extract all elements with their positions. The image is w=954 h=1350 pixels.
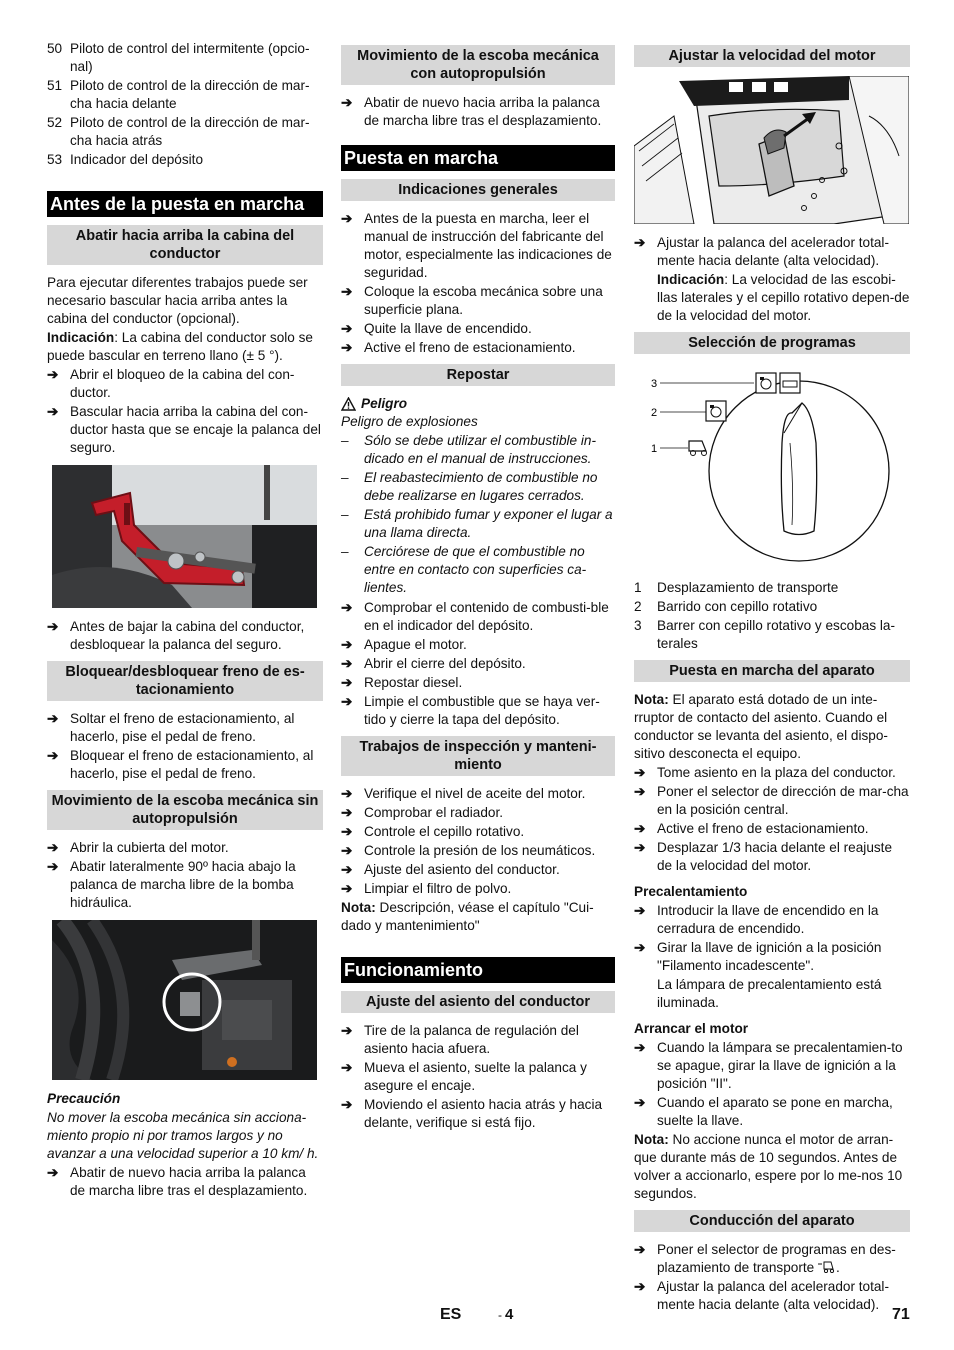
arrancar-note: Nota: No accione nunca el motor de arran-que durante más de 10 segundos. Antes de volver a accionarlo, espere por lo me-nos 10 segundos. xyxy=(634,1132,903,1201)
danger-item: – Está prohibido fumar y exponer el lugar a una llama directa. xyxy=(341,507,613,540)
warning-triangle-icon xyxy=(341,397,356,411)
arrow-icon: ➔ xyxy=(634,235,646,250)
step-item: ➔ Cuando la lámpara se precalentamien-to se apague, girar la llave de ignición a la posición "II". xyxy=(634,1040,903,1091)
local-page-number: - 4 xyxy=(498,1306,514,1323)
step-item: ➔ Tire de la palanca de regulación del asiento hacia afuera. xyxy=(341,1023,579,1056)
step-item: ➔ Controle el cepillo rotativo. xyxy=(341,824,525,839)
danger-subtitle: Peligro de explosiones xyxy=(341,414,478,429)
arrow-icon: ➔ xyxy=(341,694,353,709)
velocidad-note: Indicación: La velocidad de las escobi-llas laterales y el cepillo rotativo depen-de de la velocidad del motor. xyxy=(657,272,910,323)
arrow-icon: ➔ xyxy=(341,1023,353,1038)
step-item: ➔ Poner el selector de dirección de mar-cha en la posición central. xyxy=(634,784,909,817)
caution-text: No mover la escoba mecánica sin acciona-miento propio ni por tramos largos y no avanzar a una velocidad superior a 10 km/ h. xyxy=(47,1110,319,1161)
dial-label-1: 1 xyxy=(651,443,658,455)
section-heading-antes: Antes de la puesta en marcha xyxy=(47,191,323,217)
subsection-heading-asiento: Ajuste del asiento del conductor xyxy=(341,991,615,1013)
selector-knob xyxy=(781,403,816,535)
cabin-lock-photo xyxy=(52,465,317,608)
list-item: 51 Piloto de control de la dirección de mar-cha hacia delante xyxy=(47,78,310,111)
arrow-icon: ➔ xyxy=(634,903,646,918)
step-item: ➔ Controle la presión de los neumáticos. xyxy=(341,843,596,858)
transport-mode-icon xyxy=(689,441,707,456)
hydraulic-pump-photo xyxy=(52,920,317,1080)
arrow-icon: ➔ xyxy=(341,824,353,839)
step-item: ➔ Abrir la cubierta del motor. xyxy=(47,840,229,855)
arrow-icon: ➔ xyxy=(47,859,59,874)
step-item: ➔ Apague el motor. xyxy=(341,637,467,652)
step-item: ➔ Verifique el nivel de aceite del motor. xyxy=(341,786,586,801)
arrow-icon: ➔ xyxy=(634,821,646,836)
step-item: ➔ Comprobar el radiador. xyxy=(341,805,504,820)
step-item: ➔ Active el freno de estacionamiento. xyxy=(341,340,576,355)
arrow-icon: ➔ xyxy=(341,786,353,801)
precal-result: La lámpara de precalentamiento está iluminada. xyxy=(657,977,882,1010)
arrow-icon: ➔ xyxy=(634,784,646,799)
step-item: ➔ Introducir la llave de encendido en la cerradura de encendido. xyxy=(634,903,879,936)
step-item: ➔ Moviendo el asiento hacia atrás y hacia delante, verifique si está fijo. xyxy=(341,1097,603,1130)
list-item: 2 Barrido con cepillo rotativo xyxy=(634,599,818,614)
program-selector-diagram xyxy=(634,363,910,575)
arrow-icon: ➔ xyxy=(341,881,353,896)
list-item: 53 Indicador del depósito xyxy=(47,152,204,167)
heading-precalentamiento: Precalentamiento xyxy=(634,884,748,899)
arrow-icon: ➔ xyxy=(47,619,59,634)
step-item: ➔ Abatir lateralmente 90º hacia abajo la palanca de marcha libre de la bomba hidráulica. xyxy=(47,859,296,910)
step-item: ➔ Cuando el aparato se pone en marcha, suelte la llave. xyxy=(634,1095,893,1128)
heading-arrancar: Arrancar el motor xyxy=(634,1021,749,1036)
step-item: ➔ Girar la llave de ignición a la posición "Filamento incadescente". xyxy=(634,940,882,973)
dial-label-2: 2 xyxy=(651,407,658,419)
subsection-heading-repostar: Repostar xyxy=(341,364,615,386)
arrow-icon: ➔ xyxy=(341,1060,353,1075)
arrow-icon: ➔ xyxy=(341,600,353,615)
arrow-icon: ➔ xyxy=(341,675,353,690)
subsection-heading-con-autopropulsion: Movimiento de la escoba mecánica con autopropulsión xyxy=(341,45,615,85)
program-list xyxy=(634,579,910,653)
subsection-heading-programas: Selección de programas xyxy=(634,332,910,354)
step-item: ➔ Ajustar la palanca del acelerador total-mente hacia delante (alta velocidad). xyxy=(634,1279,889,1312)
danger-item: – El reabastecimiento de combustible no debe realizarse en lugares cerrados. xyxy=(341,470,598,503)
section-heading-puesta: Puesta en marcha xyxy=(341,145,615,171)
indicator-list xyxy=(47,40,323,169)
list-item: 50 Piloto de control del intermitente (opcio-nal) xyxy=(47,41,310,74)
arrow-icon: ➔ xyxy=(341,340,353,355)
section-heading-funcionamiento: Funcionamiento xyxy=(341,957,615,983)
danger-item: – Cerciórese de que el combustible no entre en contacto con superficies ca-lientes. xyxy=(341,544,587,595)
arrow-icon: ➔ xyxy=(341,805,353,820)
arrow-icon: ➔ xyxy=(634,1242,646,1257)
step-item: ➔ Abrir el cierre del depósito. xyxy=(341,656,526,671)
step-item: ➔ Quite la llave de encendido. xyxy=(341,321,532,336)
aparato-note: Nota: El aparato está dotado de un inte-rruptor de contacto del asiento. Cuando el conductor se levanta del asiento, el dispo-sitivo desconecta el equipo. xyxy=(634,692,888,761)
arrow-icon: ➔ xyxy=(634,1095,646,1110)
arrow-icon: ➔ xyxy=(341,862,353,877)
step-item: ➔ Coloque la escoba mecánica sobre una superficie plana. xyxy=(341,284,603,317)
step-item: ➔ Limpiar el filtro de polvo. xyxy=(341,881,512,896)
subsection-heading-freno: Bloquear/desbloquear freno de es-tacionamiento xyxy=(47,661,323,701)
step-item: ➔ Ajustar la palanca del acelerador total-mente hacia delante (alta velocidad). xyxy=(634,235,889,268)
step-item: ➔ Limpie el combustible que se haya ver-tido y cierre la tapa del depósito. xyxy=(341,694,600,727)
arrow-icon: ➔ xyxy=(634,940,646,955)
step-item: ➔ Bascular hacia arriba la cabina del con-ductor hasta que se encaje la palanca del seguro. xyxy=(47,404,321,455)
arrow-icon: ➔ xyxy=(341,211,353,226)
page-number: 71 xyxy=(892,1306,910,1323)
abatir-note: Indicación: La cabina del conductor solo se puede bascular en terreno llano (± 5 °). xyxy=(47,330,313,363)
subsection-heading-puesta-aparato: Puesta en marcha del aparato xyxy=(634,660,910,682)
abatir-paragraph: Para ejecutar diferentes trabajos puede ser necesario bascular hacia arriba antes la cabina del conductor (opcional). xyxy=(47,275,308,326)
arrow-icon: ➔ xyxy=(341,95,353,110)
step-item: ➔ Antes de bajar la cabina del conductor, desbloquear la palanca del seguro. xyxy=(47,619,305,652)
arrow-icon: ➔ xyxy=(634,1279,646,1294)
arrow-icon: ➔ xyxy=(47,748,59,763)
step-item: ➔ Mueva el asiento, suelte la palanca y asegure el encaje. xyxy=(341,1060,587,1093)
trabajos-note: Nota: Descripción, véase el capítulo "Cui-dado y mantenimiento" xyxy=(341,900,594,933)
danger-item: – Sólo se debe utilizar el combustible in-dicado en el manual de instrucciones. xyxy=(341,433,596,466)
arrow-icon: ➔ xyxy=(341,1097,353,1112)
column-right xyxy=(634,40,910,1315)
subsection-heading-abatir: Abatir hacia arriba la cabina del conductor xyxy=(47,225,323,265)
rotary-brush-icon xyxy=(706,401,726,421)
arrow-icon: ➔ xyxy=(47,404,59,419)
step-item: ➔ Repostar diesel. xyxy=(341,675,463,690)
arrow-icon: ➔ xyxy=(341,637,353,652)
step-item: ➔ Poner el selector de programas en des-plazamiento de transporte . xyxy=(634,1242,896,1275)
subsection-heading-conduccion: Conducción del aparato xyxy=(634,1210,910,1232)
step-item: ➔ Tome asiento en la plaza del conductor. xyxy=(634,765,896,780)
list-item: 52 Piloto de control de la dirección de mar-cha hacia atrás xyxy=(47,115,310,148)
arrow-icon: ➔ xyxy=(47,711,59,726)
arrow-icon: ➔ xyxy=(341,656,353,671)
step-item: ➔ Abatir de nuevo hacia arriba la palanca de marcha libre tras el desplazamiento. xyxy=(47,1165,308,1198)
step-item: ➔ Ajuste del asiento del conductor. xyxy=(341,862,560,877)
dial-label-3: 3 xyxy=(651,378,658,390)
transport-mode-icon xyxy=(818,1261,836,1273)
subsection-heading-sin-autopropulsion: Movimiento de la escoba mecánica sin autopropulsión xyxy=(47,790,323,830)
step-item: ➔ Abrir el bloqueo de la cabina del con-ductor. xyxy=(47,367,295,400)
page-footer xyxy=(0,1306,954,1330)
arrow-icon: ➔ xyxy=(341,843,353,858)
list-item: 1 Desplazamiento de transporte xyxy=(634,580,839,595)
arrow-icon: ➔ xyxy=(341,321,353,336)
arrow-icon: ➔ xyxy=(634,840,646,855)
language-code: ES xyxy=(440,1306,462,1323)
step-item: ➔ Comprobar el contenido de combusti-ble en el indicador del depósito. xyxy=(341,600,609,633)
subsection-heading-velocidad: Ajustar la velocidad del motor xyxy=(634,45,910,67)
subsection-heading-generales: Indicaciones generales xyxy=(341,179,615,201)
step-item: ➔ Desplazar 1/3 hacia delante el reajuste de la velocidad del motor. xyxy=(634,840,893,873)
step-item: ➔ Abatir de nuevo hacia arriba la palanca de marcha libre tras el desplazamiento. xyxy=(341,95,602,128)
list-item: 3 Barrer con cepillo rotativo y escobas la-terales xyxy=(634,618,895,651)
caution-title: Precaución xyxy=(47,1091,121,1106)
step-item: ➔ Soltar el freno de estacionamiento, al hacerlo, pise el pedal de freno. xyxy=(47,711,295,744)
step-item: ➔ Active el freno de estacionamiento. xyxy=(634,821,869,836)
arrow-icon: ➔ xyxy=(634,765,646,780)
arrow-icon: ➔ xyxy=(341,284,353,299)
step-item: ➔ Antes de la puesta en marcha, leer el manual de instrucción del fabricante del motor, especialmente las indicaciones de seguridad. xyxy=(341,211,612,280)
arrow-icon: ➔ xyxy=(47,1165,59,1180)
column-middle xyxy=(341,40,615,1133)
danger-heading: Peligro xyxy=(341,395,615,413)
arrow-icon: ➔ xyxy=(634,1040,646,1055)
column-left xyxy=(47,40,323,1201)
subsection-heading-trabajos: Trabajos de inspección y manteni-miento xyxy=(341,736,615,776)
arrow-icon: ➔ xyxy=(47,840,59,855)
arrow-icon: ➔ xyxy=(47,367,59,382)
throttle-lever-illustration xyxy=(634,76,909,224)
step-item: ➔ Bloquear el freno de estacionamiento, al hacerlo, pise el pedal de freno. xyxy=(47,748,314,781)
